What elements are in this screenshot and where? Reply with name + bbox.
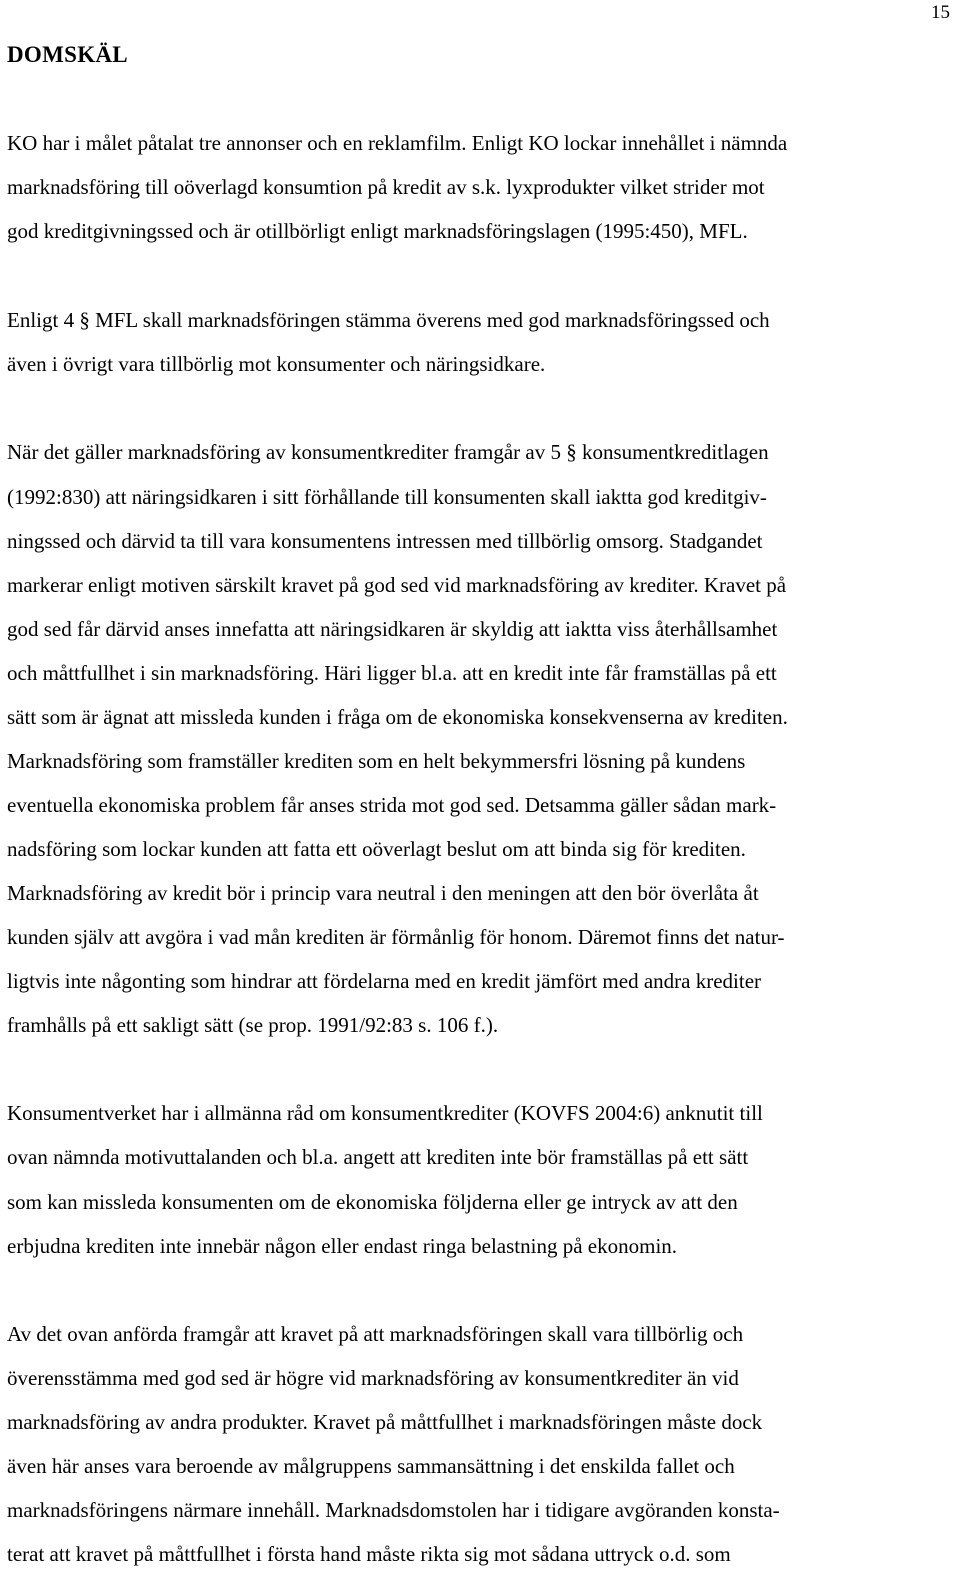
text-line: marknadsföring av andra produkter. Kravet på måttfullhet i marknadsföringen måste dock — [7, 1410, 763, 1434]
text-line: framhålls på ett sakligt sätt (se prop. 1991/92:83 s. 106 f.). — [7, 1013, 499, 1037]
page-title: DOMSKÄL — [7, 42, 128, 67]
text-line: god kreditgivningssed och är otillbörligt enligt marknadsföringslagen (1995:450), MFL. — [7, 219, 748, 243]
text-line: ligtvis inte någonting som hindrar att fördelarna med en kredit jämfört med andra krediter — [7, 969, 762, 993]
text-line: markerar enligt motiven särskilt kravet på god sed vid marknadsföring av krediter. Kravet på — [7, 573, 787, 597]
text-line: överensstämma med god sed är högre vid marknadsföring av konsumentkrediter än vid — [7, 1366, 739, 1390]
text-line: eventuella ekonomiska problem får anses strida mot god sed. Detsamma gäller sådan mark- — [7, 793, 777, 817]
text-line: även i övrigt vara tillbörlig mot konsumenter och näringsidkare. — [7, 352, 546, 376]
text-line: När det gäller marknadsföring av konsumentkrediter framgår av 5 § konsumentkreditlagen — [7, 440, 769, 464]
text-line: Konsumentverket har i allmänna råd om konsumentkrediter (KOVFS 2004:6) anknutit till — [7, 1101, 763, 1125]
text-line: (1992:830) att näringsidkaren i sitt förhållande till konsumenten skall iaktta god kreditgiv- — [7, 485, 767, 509]
text-line: Enligt 4 § MFL skall marknadsföringen stämma överens med god marknadsföringssed och — [7, 308, 770, 332]
text-line: även här anses vara beroende av målgruppens sammansättning i det enskilda fallet och — [7, 1454, 735, 1478]
text-line: Marknadsföring av kredit bör i princip vara neutral i den meningen att den bör överlåta åt — [7, 881, 759, 905]
text-line: kunden själv att avgöra i vad mån krediten är förmånlig för honom. Däremot finns det natur- — [7, 925, 785, 949]
text-line: ovan nämnda motivuttalanden och bl.a. angett att krediten inte bör framställas på ett sätt — [7, 1145, 749, 1169]
text-line: erbjudna krediten inte innebär någon eller endast ringa belastning på ekonomin. — [7, 1234, 678, 1258]
text-line: sätt som är ägnat att missleda kunden i fråga om de ekonomiska konsekvenserna av krediten. — [7, 705, 788, 729]
text-line: ningssed och därvid ta till vara konsumentens intressen med tillbörlig omsorg. Stadgandet — [7, 529, 763, 553]
page-number: 15 — [931, 2, 950, 23]
text-line: terat att kravet på måttfullhet i första hand måste rikta sig mot sådana uttryck o.d. som — [7, 1542, 731, 1566]
text-line: KO har i målet påtalat tre annonser och en reklamfilm. Enligt KO lockar innehållet i nämnda — [7, 131, 788, 155]
text-line: nadsföring som lockar kunden att fatta ett oöverlagt beslut om att binda sig för krediten. — [7, 837, 746, 861]
text-line: Av det ovan anförda framgår att kravet på att marknadsföringen skall vara tillbörlig och — [7, 1322, 744, 1346]
text-line: Marknadsföring som framställer krediten som en helt bekymmersfri lösning på kundens — [7, 749, 746, 773]
text-line: marknadsföringens närmare innehåll. Marknadsdomstolen har i tidigare avgöranden konsta- — [7, 1498, 780, 1522]
text-line: som kan missleda konsumenten om de ekonomiska följderna eller ge intryck av att den — [7, 1190, 738, 1214]
text-line: och måttfullhet i sin marknadsföring. Häri ligger bl.a. att en kredit inte får framställas på ett — [7, 661, 777, 685]
text-line: god sed får därvid anses innefatta att näringsidkaren är skyldig att iaktta viss återhållsamhet — [7, 617, 778, 641]
text-line: marknadsföring till oöverlagd konsumtion på kredit av s.k. lyxprodukter vilket strider mot — [7, 175, 765, 199]
